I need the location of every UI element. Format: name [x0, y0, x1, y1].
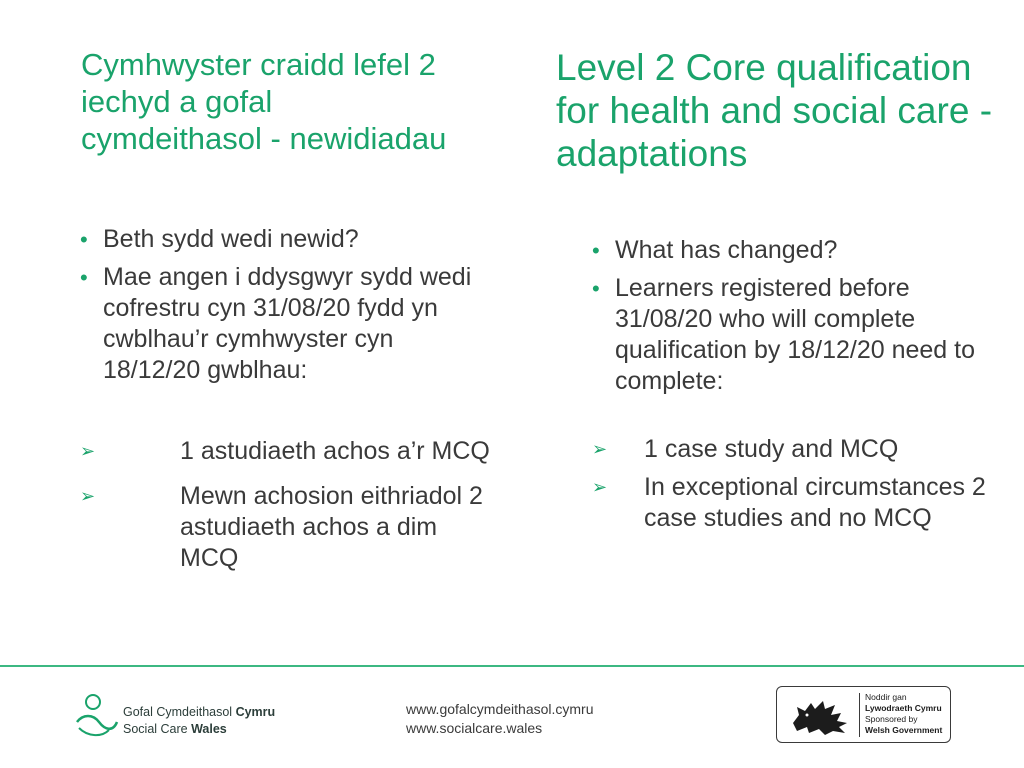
list-item: ➢ In exceptional circumstances 2 case studies and no MCQ [592, 473, 986, 532]
list-item: • Learners registered before 31/08/20 who will complete qualification by 18/12/20 need to complete: [592, 274, 975, 395]
english-sub-list [590, 434, 990, 541]
footer-divider [0, 665, 1024, 667]
arrow-bullet-icon: ➢ [80, 441, 96, 461]
footer-links [406, 700, 594, 738]
welsh-title: Cymhwyster craidd lefel 2 iechyd a gofal cymdeithasol - newidiadau [81, 47, 447, 156]
arrow-bullet-icon: ➢ [592, 439, 608, 459]
list-item: • Beth sydd wedi newid? [80, 225, 359, 253]
sponsor-text: Noddir gan Lywodraeth Cymru Sponsored by Welsh Government [865, 692, 943, 735]
english-title: Level 2 Core qualification for health and social care - adaptations [556, 47, 993, 174]
bullet-dot-icon: • [592, 276, 600, 301]
welsh-website-link[interactable]: www.gofalcymdeithasol.cymru [406, 701, 594, 717]
badge-separator [859, 693, 860, 737]
list-item: ➢ Mewn achosion eithriadol 2 astudiaeth achos a dim MCQ [80, 482, 483, 572]
bullet-dot-icon: • [80, 265, 88, 290]
logo-text-welsh: Gofal Cymdeithasol Cymru [123, 705, 276, 719]
welsh-government-badge [776, 686, 951, 743]
social-care-wales-logo-icon [73, 692, 119, 740]
list-item: ➢ 1 case study and MCQ [592, 435, 899, 463]
logo-text-english: Social Care Wales [123, 722, 227, 736]
social-care-wales-logo [73, 692, 333, 740]
list-item: • Mae angen i ddysgwyr sydd wedi cofrestru cyn 31/08/20 fydd yn cwblhau’r cymhwyster cyn 18/12/20 gwblhau: [80, 263, 472, 384]
list-item: • What has changed? [592, 236, 838, 264]
english-bullet-list [590, 235, 990, 404]
english-website-link[interactable]: www.socialcare.wales [406, 720, 543, 736]
welsh-sub-list [78, 436, 498, 588]
bullet-dot-icon: • [80, 227, 88, 252]
welsh-dragon-icon [785, 693, 855, 737]
arrow-bullet-icon: ➢ [80, 486, 96, 506]
list-item: ➢ 1 astudiaeth achos a’r MCQ [80, 437, 490, 465]
arrow-bullet-icon: ➢ [592, 477, 608, 497]
welsh-bullet-list [78, 224, 478, 393]
bullet-dot-icon: • [592, 238, 600, 263]
